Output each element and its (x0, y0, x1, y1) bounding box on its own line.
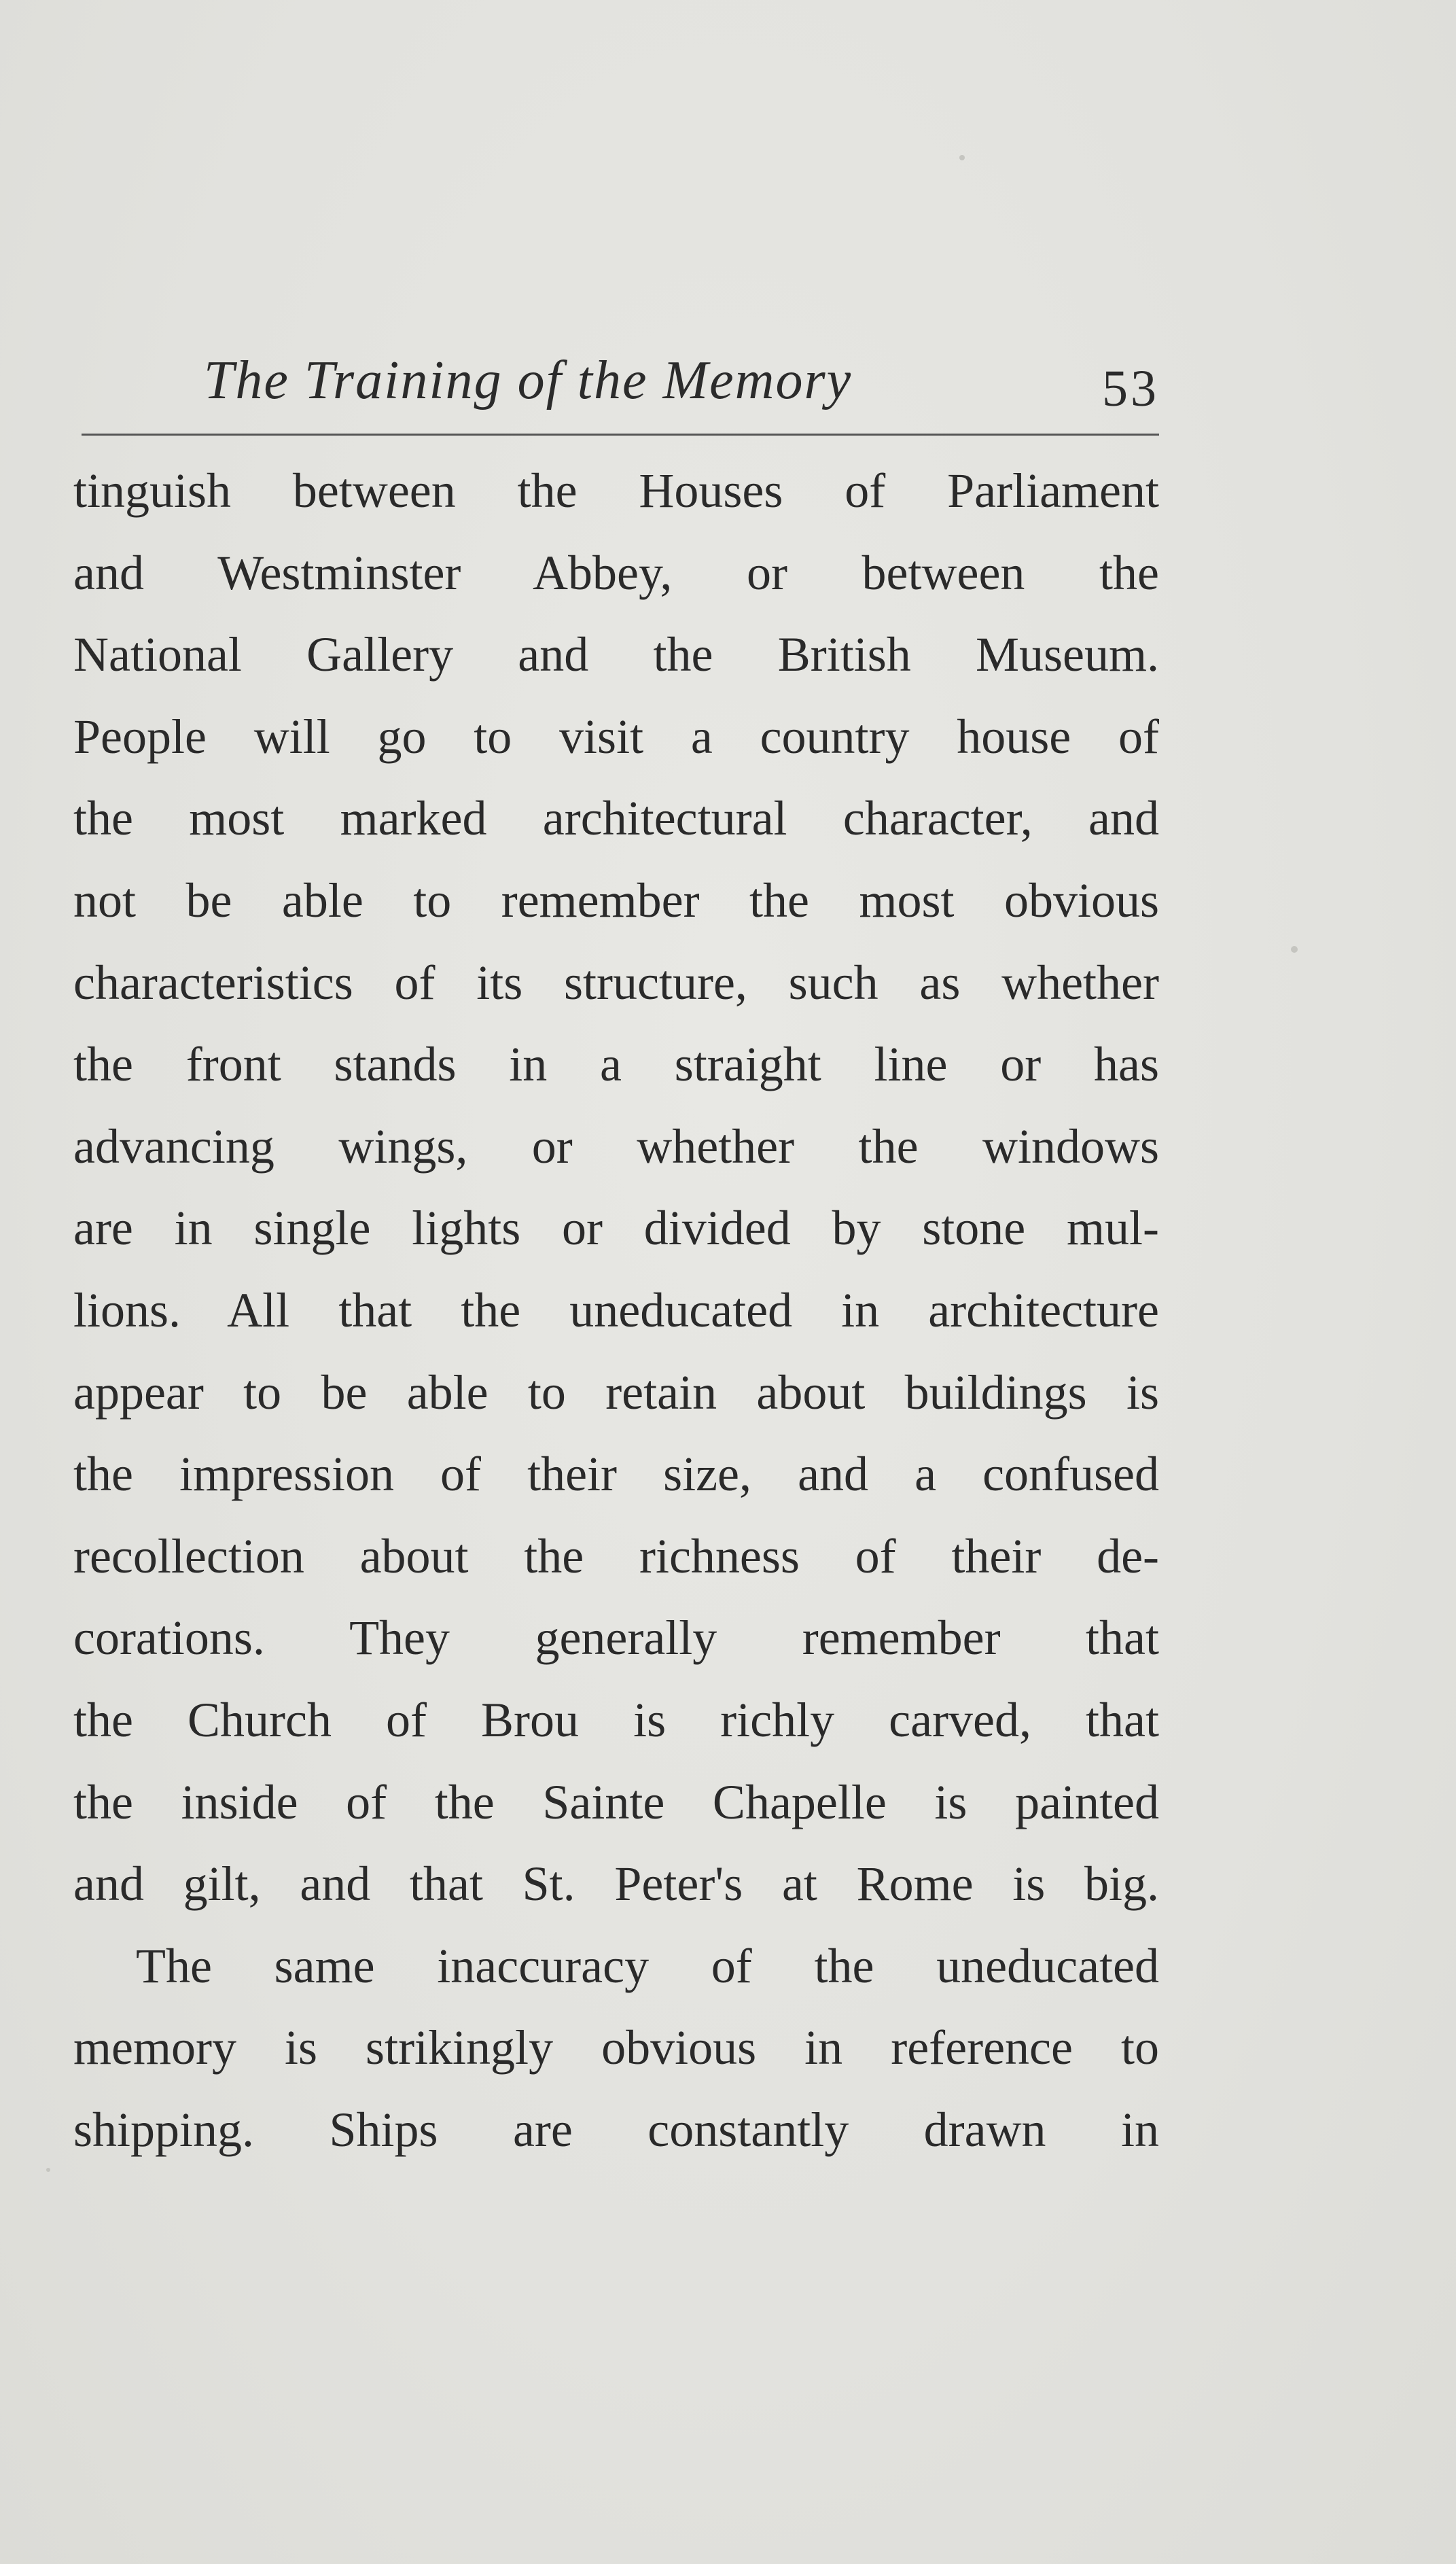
running-title: The Training of the Memory (203, 351, 853, 410)
text-line: the most marked architectural character, and (73, 791, 1159, 846)
text-line: not be able to remember the most obvious (73, 873, 1159, 928)
header-rule (82, 434, 1159, 436)
text-line: recollection about the richness of their de- (73, 1528, 1159, 1583)
text-line: advancing wings, or whether the windows (73, 1119, 1159, 1174)
text-line: National Gallery and the British Museum. (73, 627, 1159, 682)
page-header (73, 340, 1159, 428)
text-line: and gilt, and that St. Peter's at Rome is big. (73, 1857, 1159, 1912)
text-line: the impression of their size, and a confused (73, 1447, 1159, 1502)
paper-speck (46, 2168, 50, 2172)
text-line: the front stands in a straight line or has (73, 1037, 1159, 1092)
text-line: lions. All that the uneducated in architecture (73, 1282, 1159, 1337)
text-line: the Church of Brou is richly carved, that (73, 1692, 1159, 1747)
text-line: People will go to visit a country house of (73, 709, 1159, 764)
page-number: 53 (1102, 360, 1159, 417)
text-line: shipping. Ships are constantly drawn in (73, 2102, 1159, 2157)
text-line: memory is strikingly obvious in reference to (73, 2020, 1159, 2075)
text-line: tinguish between the Houses of Parliament (73, 463, 1159, 518)
text-line: corations. They generally remember that (73, 1611, 1159, 1666)
text-line: the inside of the Sainte Chapelle is painted (73, 1774, 1159, 1829)
text-line: and Westminster Abbey, or between the (73, 545, 1159, 600)
body-text (73, 450, 1159, 2171)
paper-speck (1291, 946, 1298, 953)
paper-speck (959, 155, 965, 160)
text-line-paragraph-start: The same inaccuracy of the uneducated (136, 1938, 1159, 1993)
text-line: appear to be able to retain about buildings is (73, 1365, 1159, 1420)
text-line: characteristics of its structure, such as whether (73, 955, 1159, 1010)
text-line: are in single lights or divided by stone mul- (73, 1201, 1159, 1256)
